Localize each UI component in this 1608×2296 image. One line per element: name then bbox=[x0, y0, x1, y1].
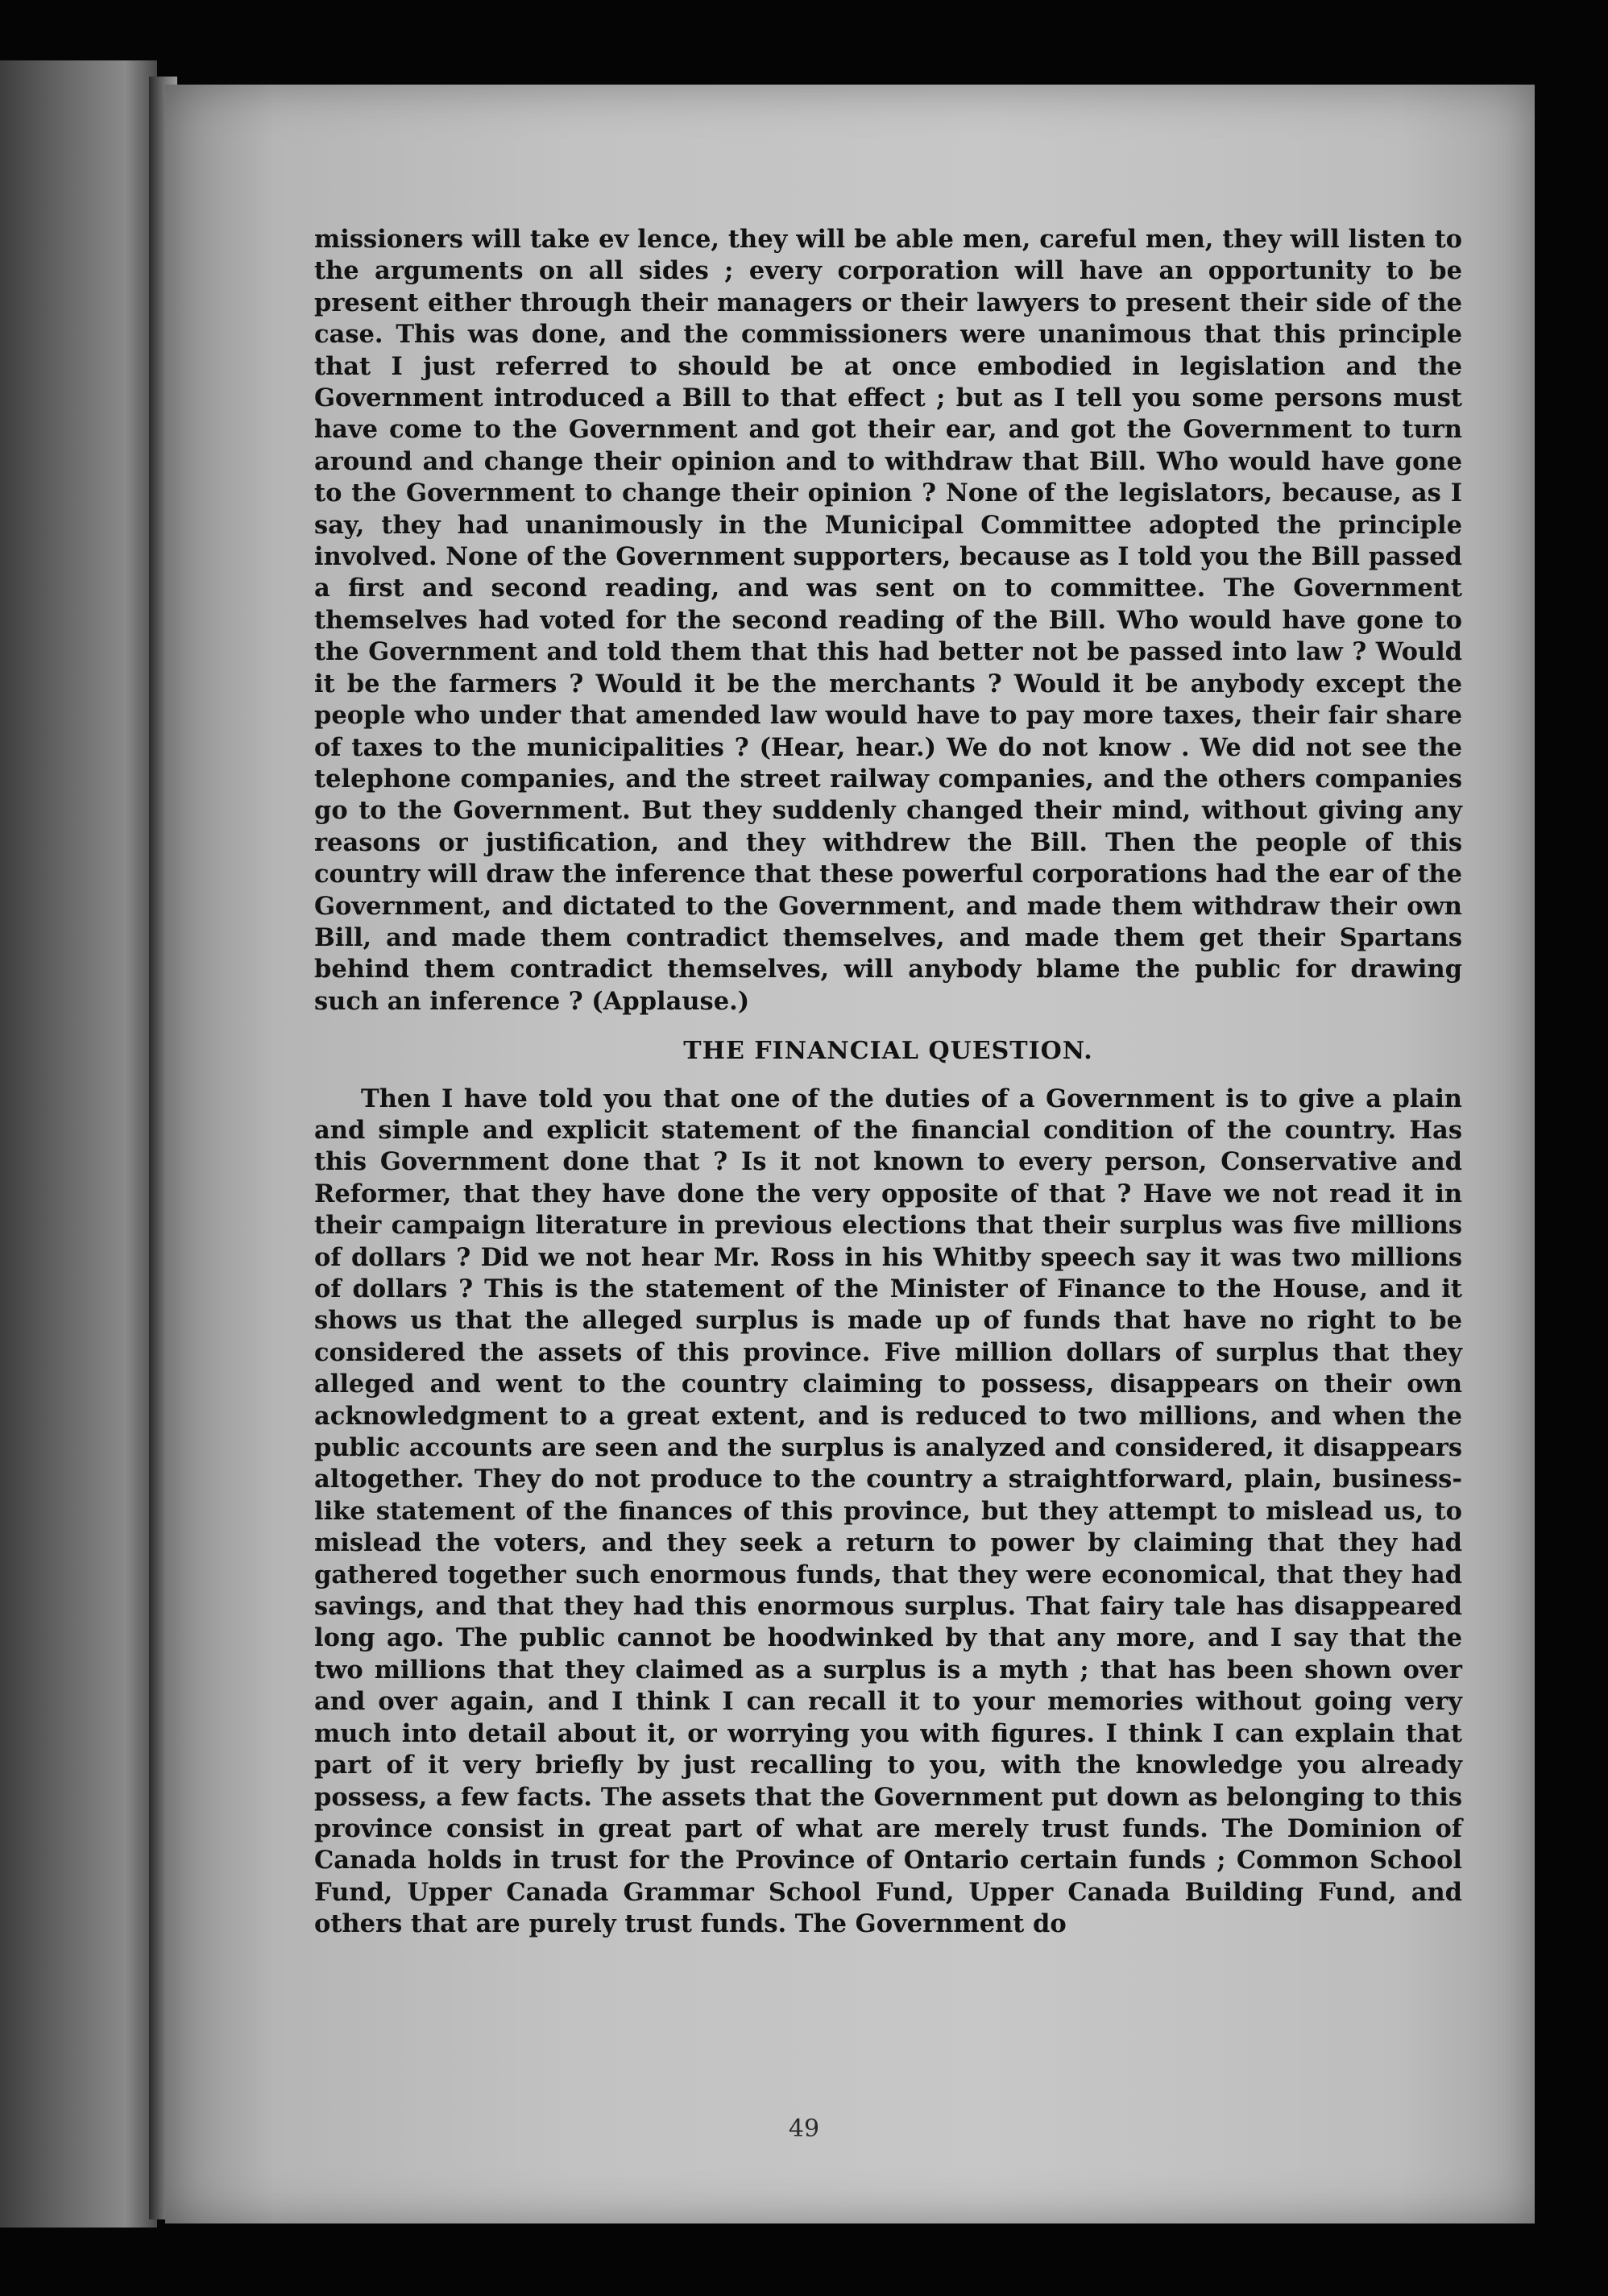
page-number: 49 bbox=[788, 2115, 820, 2143]
paragraph-financial-question: Then I have told you that one of the duties of a Government is to give a plain and simple and explicit statement of the financial condition of the country. Has this Government done that ? Is it not known to every person, Conservative and Reformer, that they have done the very opposite of that ? Have we not read it in their campaign literature in previous elections that their surplus was five millions of dollars ? Did we not hear Mr. Ross in his Whitby speech say it was two millions of dollars ? This is the statement of the Minister of Finance to the House, and it shows us that the alleged surplus is made up of funds that have no right to be considered the assets of this province. Five million dollars of surplus that they alleged and went to the country claiming to possess, disappears on their own acknowledgment to a great extent, and is reduced to two millions, and when the public accounts are seen and the surplus is analyzed and considered, it disappears altogether. They do not produce to the country a straightforward, plain, business-like statement of the finances of this province, but they attempt to mislead us, to mislead the voters, and they seek a return to power by claiming that they had gathered together such enormous funds, that they were economical, that they had savings, and that they had this enormous surplus. That fairy tale has disappeared long ago. The public cannot be hoodwinked by that any more, and I say that the two millions that they claimed as a surplus is a myth ; that has been shown over and over again, and I think I can recall it to your memories without going very much into detail about it, or worrying you with figures. I think I can explain that part of it very briefly by just recalling to you, with the knowledge you already possess, a few facts. The assets that the Government put down as belonging to this province consist in great part of what are merely trust funds. The Dominion of Canada holds in trust for the Province of Ontario certain funds ; Common School Fund, Upper Canada Grammar School Fund, Upper Canada Building Fund, and others that are purely trust funds. The Government do bbox=[314, 1084, 1462, 1939]
paragraph-continued: missioners will take ev lence, they will be able men, careful men, they will listen to the arguments on all sides ; every corporation will have an opportunity to be present either through their managers or their lawyers to present their side of the case. This was done, and the commissioners were unanimous that this principle that I just referred to should be at once embodied in legislation and the Government introduced a Bill to that effect ; but as I tell you some persons must have come to the Government and got their ear, and got the Government to turn around and change their opinion and to withdraw that Bill. Who would have gone to the Government to change their opinion ? None of the legislators, because, as I say, they had unanimously in the Municipal Committee adopted the principle involved. None of the Government supporters, because as I told you the Bill passed a first and second reading, and was sent on to committee. The Government themselves had voted for the second reading of the Bill. Who would have gone to the Government and told them that this had better not be passed into law ? Would it be the farmers ? Would it be the merchants ? Would it be anybody except the people who under that amended law would have to pay more taxes, their fair share of taxes to the municipalities ? (Hear, hear.) We do not know . We did not see the telephone companies, and the street railway companies, and the others companies go to the Government. But they suddenly changed their mind, without giving any reasons or justification, and they withdrew the Bill. Then the people of this country will draw the inference that these powerful corporations had the ear of the Government, and dictated to the Government, and made them withdraw their own Bill, and made them contradict themselves, and made them get their Spartans behind them contradict themselves, will anybody blame the public for drawing such an inference ? (Applause.) bbox=[314, 225, 1462, 1016]
section-heading: THE FINANCIAL QUESTION. bbox=[683, 1037, 1093, 1066]
facing-page-edge bbox=[0, 60, 157, 2228]
body-text bbox=[314, 224, 1462, 1941]
